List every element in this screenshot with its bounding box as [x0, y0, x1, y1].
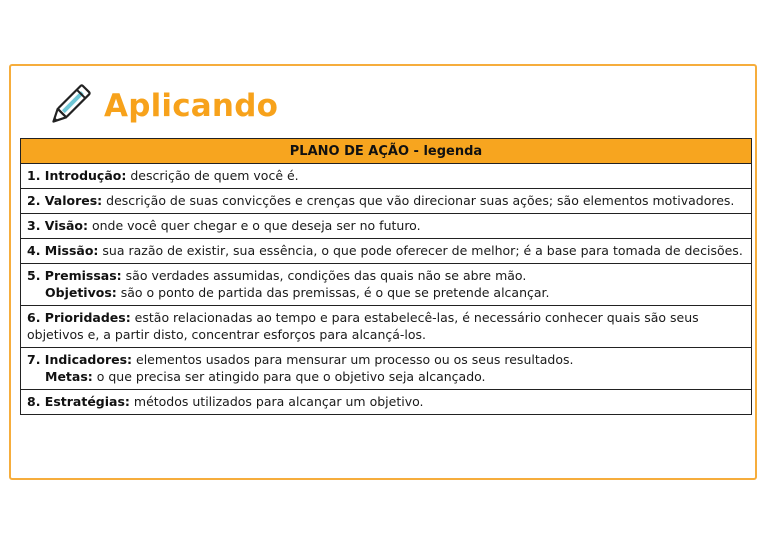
row-cell — [21, 348, 752, 390]
row-sub-term: Metas: — [45, 369, 93, 384]
row-term: 6. Prioridades: — [27, 310, 131, 325]
row-term: 3. Visão: — [27, 218, 88, 233]
table-row — [21, 306, 752, 348]
row-cell — [21, 164, 752, 189]
row-term: 2. Valores: — [27, 193, 103, 208]
row-term: 7. Indicadores: — [27, 352, 133, 367]
row-cell — [21, 390, 752, 415]
row-term: 8. Estratégias: — [27, 394, 130, 409]
row-sub-term: Objetivos: — [45, 285, 117, 300]
table-row — [21, 164, 752, 189]
row-desc: onde você quer chegar e o que deseja ser no futuro. — [88, 218, 421, 233]
row-desc: elementos usados para mensurar um processo ou os seus resultados. — [132, 352, 574, 367]
table-row — [21, 214, 752, 239]
row-cell — [21, 239, 752, 264]
row-cell — [21, 189, 752, 214]
row-cell — [21, 264, 752, 306]
section-header — [44, 80, 278, 132]
table-row — [21, 239, 752, 264]
row-sub-line — [27, 368, 745, 385]
row-term: 1. Introdução: — [27, 168, 127, 183]
row-sub-desc: o que precisa ser atingido para que o objetivo seja alcançado. — [92, 369, 486, 384]
row-desc: descrição de quem você é. — [126, 168, 299, 183]
pencil-icon — [44, 80, 94, 132]
row-term: 4. Missão: — [27, 243, 99, 258]
row-desc: estão relacionadas ao tempo e para estabelecê-las, é necessário conhecer quais são seus objetivos e, a partir disto, concentrar esforços para alcançá-los. — [27, 310, 699, 342]
table-header-row — [21, 139, 752, 164]
table-row — [21, 390, 752, 415]
row-cell — [21, 306, 752, 348]
table-row — [21, 189, 752, 214]
table-heading: PLANO DE AÇÃO - legenda — [21, 139, 752, 164]
row-term: 5. Premissas: — [27, 268, 122, 283]
row-desc: descrição de suas convicções e crenças que vão direcionar suas ações; são elementos motivadores. — [102, 193, 735, 208]
row-desc: métodos utilizados para alcançar um objetivo. — [129, 394, 424, 409]
legend-table — [20, 138, 752, 415]
page-title: Aplicando — [104, 88, 279, 124]
row-desc: sua razão de existir, sua essência, o que pode oferecer de melhor; é a base para tomada de decisões. — [98, 243, 743, 258]
row-sub-line — [27, 284, 745, 301]
row-sub-desc: são o ponto de partida das premissas, é o que se pretende alcançar. — [116, 285, 550, 300]
table-row — [21, 264, 752, 306]
row-desc: são verdades assumidas, condições das quais não se abre mão. — [121, 268, 527, 283]
row-cell — [21, 214, 752, 239]
table-row — [21, 348, 752, 390]
